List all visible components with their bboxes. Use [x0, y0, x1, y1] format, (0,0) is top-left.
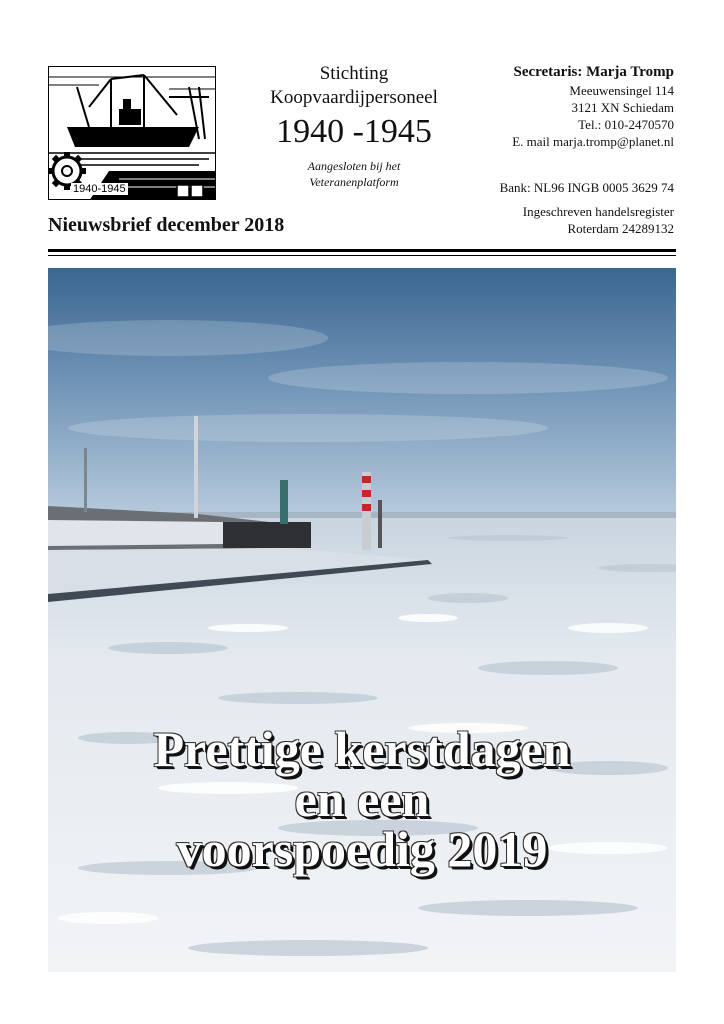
address-line1: Meeuwensingel 114 — [569, 83, 674, 98]
affiliation-line2: Veteranenplatform — [309, 175, 399, 189]
email-address: E. mail marja.tromp@planet.nl — [512, 134, 674, 149]
register-line2: Roterdam 24289132 — [567, 221, 674, 236]
contact-block — [444, 62, 674, 150]
header-divider-thick — [48, 249, 676, 252]
organization-logo — [48, 66, 216, 200]
logo-year-label: 1940-1945 — [73, 183, 126, 195]
greeting-line1: Prettige kerstdagen — [153, 721, 571, 777]
org-years: 1940 -1945 — [276, 113, 432, 150]
christmas-greeting — [48, 721, 676, 877]
greeting-line3: voorspoedig 2019 — [176, 821, 548, 877]
address-line2: 3121 XN Schiedam — [571, 100, 674, 115]
cover-photo — [48, 268, 676, 972]
trade-register-block — [523, 203, 674, 237]
secretary-name: Secretaris: Marja Tromp — [513, 64, 674, 80]
header-divider-thin — [48, 255, 676, 256]
ship-and-gear-icon — [49, 67, 216, 200]
org-name-line2: Koopvaardijpersoneel — [270, 87, 438, 108]
org-name-line1: Stichting — [319, 63, 389, 84]
phone-number: Tel.: 010-2470570 — [578, 117, 674, 132]
greeting-line2: en een — [294, 771, 430, 827]
newsletter-title: Nieuwsbrief december 2018 — [48, 214, 285, 236]
affiliation-line1: Aangesloten bij het — [307, 159, 401, 173]
register-line1: Ingeschreven handelsregister — [522, 204, 674, 219]
organization-name-block — [232, 62, 476, 190]
bank-account: Bank: NL96 INGB 0005 3629 74 — [499, 180, 674, 195]
